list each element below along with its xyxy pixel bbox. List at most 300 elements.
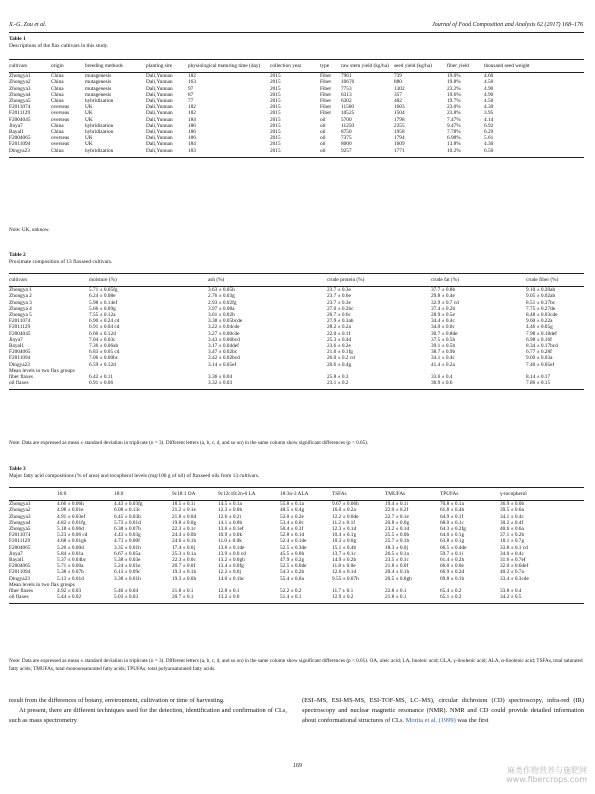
table1-cell: 6.92 bbox=[484, 122, 494, 129]
table2-cell: 7.40 ± 0.05ef bbox=[526, 361, 555, 368]
table3-group-cell: 65.1 ± 0.2 bbox=[440, 594, 462, 601]
table2-cell: 30.7 ± 0.8de bbox=[431, 330, 458, 337]
table3-cell: 69.8 ± 0.1b bbox=[440, 575, 465, 582]
table1-header-cell: physiological maturing time (day) bbox=[188, 60, 270, 73]
table1 bbox=[9, 59, 584, 158]
table1-cell: Dali,Yunnan bbox=[146, 79, 173, 86]
table3-cell: 18.5 ± 0.1i bbox=[172, 501, 195, 508]
table3-cell: 11.0 ± 0.0k bbox=[218, 538, 242, 545]
table3-cell: 23.5 ± 0.1c bbox=[385, 557, 409, 564]
table3-cell: F2011074 bbox=[9, 532, 31, 539]
table1-cell: 2015 bbox=[270, 104, 281, 111]
table2-cell: Zhongya 2 bbox=[9, 293, 32, 300]
table3-header-cell: 18:0 bbox=[114, 488, 172, 501]
table1-cell: 11500 bbox=[341, 104, 355, 111]
table1-cell: 4.30 bbox=[484, 141, 494, 148]
table3-cell: 4.91 ± 0.03ef bbox=[57, 513, 86, 520]
table1-cell: 1794 bbox=[394, 135, 405, 142]
table1-cell: 8750 bbox=[341, 129, 352, 136]
table2-group-cell: 36.9 ± 0.6 bbox=[431, 380, 453, 387]
table2-cell: 7.55 ± 0.12a bbox=[89, 312, 116, 319]
table3-cell: 45.5 ± 0.0h bbox=[280, 550, 305, 557]
table3-cell: 6.67 ± 0.05a bbox=[114, 550, 141, 557]
table1-cell: 6313 bbox=[341, 91, 352, 98]
table2-note: Note: Data are expressed as mean ± standard deviation in triplicate (n = 3). Different letters (a, b, c, d, and so on) in the same column show significant differences (p < 0.05). bbox=[9, 440, 369, 446]
table2-cell: 3.14 ± 0.05ef bbox=[208, 361, 237, 368]
table1-cell: 7753 bbox=[341, 85, 352, 92]
table1-cell: China bbox=[51, 73, 64, 80]
table3-cell: 4.73 ± 0.00f bbox=[114, 538, 140, 545]
table3-cell: 36.9 ± 0.0b bbox=[500, 501, 525, 508]
table1-cell: 186 bbox=[188, 135, 196, 142]
table3-cell: 53.4 ± 0.0c bbox=[280, 519, 304, 526]
table1-caption bbox=[9, 36, 108, 50]
table2-cell: 7.75 ± 0.27de bbox=[526, 305, 556, 312]
table3-cell: 14.1 ± 0.0b bbox=[218, 519, 243, 526]
table2-cell: 3.61 ± 0.02b bbox=[208, 312, 235, 319]
table1-cell: 2015 bbox=[270, 129, 281, 136]
table1-cell: overseas bbox=[51, 104, 70, 111]
table2-cell: 5.98 ± 0.14ef bbox=[89, 299, 118, 306]
table2-cell: 7.06 ± 0.00bc bbox=[89, 355, 119, 362]
table1-cell: 880 bbox=[394, 79, 402, 86]
table2-cell: 20.6 ± 0.4g bbox=[327, 361, 352, 368]
table3-group-cell: 12.8 ± 0.1 bbox=[218, 588, 240, 595]
table2-cell: 41.4 ± 0.2a bbox=[431, 361, 455, 368]
table1-cell: 2015 bbox=[270, 141, 281, 148]
table3-cell: 6.38 ± 0.07b bbox=[114, 526, 141, 533]
table1-cell: Dali,Yunnan bbox=[146, 91, 173, 98]
table3-cell: 13.6 ± 0.1ef bbox=[218, 526, 244, 533]
table1-header-cell: raw stem yield (kg/ha) bbox=[341, 60, 394, 73]
table3-cell: 6.45 ± 0.03b bbox=[114, 513, 141, 520]
table3-cell: 24.4 ± 0.0b bbox=[172, 532, 197, 539]
table2-cell: 23.7 ± 0.3e bbox=[327, 299, 351, 306]
table1-cell: Fiber bbox=[320, 91, 332, 98]
table3-cell: 12.3 ± 0.0h bbox=[218, 507, 243, 514]
table3-group-cell: 34.2 ± 0.5 bbox=[500, 594, 522, 601]
table3-group-cell: 5.44 ± 0.02 bbox=[57, 594, 82, 601]
table3-cell: 26.5 ± 0.1a bbox=[385, 550, 409, 557]
table3-header-cell: 9c12c18:2n-6 LA bbox=[218, 488, 280, 501]
table1-cell: 97 bbox=[188, 85, 194, 92]
citation-link[interactable]: Morita et al. (1999) bbox=[405, 717, 456, 724]
table3-row bbox=[9, 501, 584, 508]
table3-group-cell: 51.4 ± 0.1 bbox=[280, 594, 302, 601]
table3-group-cell: 21.8 ± 0.1 bbox=[385, 594, 407, 601]
table1-cell: 19.0% bbox=[447, 73, 461, 80]
running-header-authors: X.-G. Zou et al. bbox=[9, 22, 47, 28]
table3-cell: 40.2 ± 0.7a bbox=[500, 569, 524, 576]
table3-cell: 5.71 ± 0.00a bbox=[57, 563, 84, 570]
table3-cell: 4.82 ± 0.01fg bbox=[57, 519, 86, 526]
table2-cell: 3.17 ± 0.04def bbox=[208, 343, 239, 350]
table3-cell: 22.0 ± 0.2f bbox=[385, 507, 409, 514]
table3-group-cell: 20.7 ± 0.1 bbox=[172, 594, 194, 601]
table1-title: Table 1 bbox=[9, 36, 26, 42]
table2-group-cell: fiber flaxes bbox=[9, 374, 33, 381]
table3-cell: Bayal1 bbox=[9, 557, 25, 564]
table3-cell: 50.4 ± 0.3f bbox=[280, 526, 304, 533]
table1-cell: 19.8% bbox=[447, 79, 461, 86]
table3-header-cell: 18:3n-3 ALA bbox=[280, 488, 332, 501]
table1-cell: F2011094 bbox=[9, 141, 31, 148]
table2-cell: Zhongya 1 bbox=[9, 287, 32, 294]
table3-group-cell: 22.8 ± 0.1 bbox=[385, 588, 407, 595]
table2-cell: 6.24 ± 0.08e bbox=[89, 293, 116, 300]
table3-cell: 4.43 ± 0.03fg bbox=[114, 501, 143, 508]
table1-cell: China bbox=[51, 147, 64, 154]
table1-cell: 1302 bbox=[394, 85, 405, 92]
table1-cell: overseas bbox=[51, 135, 70, 142]
table3-cell: Zhongya2 bbox=[9, 507, 31, 514]
table3-cell: Zhongya5 bbox=[9, 526, 31, 533]
table1-cell: 2015 bbox=[270, 73, 281, 80]
table3-cell: 15.1 ± 0.4b bbox=[332, 544, 357, 551]
table1-cell: 2015 bbox=[270, 110, 281, 117]
table1-cell: 1603 bbox=[394, 104, 405, 111]
table2-caption bbox=[9, 252, 112, 266]
table2-cell: 39.1 ± 0.5b bbox=[431, 343, 456, 350]
table3-cell: 5.23 ± 0.06 cd bbox=[57, 532, 88, 539]
table1-cell: Dali,Yunnan bbox=[146, 147, 173, 154]
table1-row bbox=[9, 73, 584, 80]
body-column-right bbox=[302, 696, 584, 726]
table3-group-cell: 13.2 ± 0.0 bbox=[218, 594, 240, 601]
table3-group-cell: oil flaxes bbox=[9, 594, 29, 601]
table3-group-cell: 4.92 ± 0.03 bbox=[57, 588, 82, 595]
table3-cell: 22.3 ± 0.0c bbox=[172, 557, 196, 564]
table3-cell: 17.4 ± 0.0j bbox=[172, 544, 195, 551]
table1-cell: hybridization bbox=[85, 122, 114, 129]
table3-cell: 12.2 ± 0.0j bbox=[218, 569, 241, 576]
table1-cell: 7.47% bbox=[447, 116, 461, 123]
table3-cell: 64.9 ± 0.1f bbox=[440, 513, 464, 520]
table1-cell: mutagenesis bbox=[85, 73, 112, 80]
watermark-line-1: 麻类作物营养与施肥网 bbox=[507, 766, 587, 775]
table3-cell: Jinya7 bbox=[9, 550, 23, 557]
table3-cell: 3.38 ± 0.01h bbox=[114, 575, 141, 582]
table1-cell: UK bbox=[85, 116, 93, 123]
table1-cell: 2015 bbox=[270, 147, 281, 154]
table2-cell: 26.0 ± 0.2 cd bbox=[327, 355, 355, 362]
table2-cell: 23.7 ± 0.3e bbox=[327, 287, 351, 294]
table3-cell: 5.24 ± 0.01e bbox=[114, 563, 141, 570]
table3-cell: 47.9 ± 0.2g bbox=[280, 557, 305, 564]
table3-header-cell: γ-tocopherol bbox=[500, 488, 584, 501]
table2-group-cell: 7.86 ± 0.15 bbox=[526, 380, 551, 387]
table2-group-heading: Mean levels in two flax groups bbox=[9, 367, 75, 374]
table3-cell: 55.8 ± 0.1a bbox=[280, 501, 304, 508]
table1-cell: 182 bbox=[188, 110, 196, 117]
table1-cell: Dali,Yunnan bbox=[146, 110, 173, 117]
table3-cell: Zhongya3 bbox=[9, 513, 31, 520]
table3-cell: 18.3 ± 0.0j bbox=[385, 544, 408, 551]
table3-group-cell: 5.46 ± 0.04 bbox=[114, 588, 139, 595]
table2-row bbox=[9, 287, 584, 294]
body-paragraph-1: result from the differences of botany, environment, cultivation or time of harvesting. bbox=[9, 697, 225, 704]
table2-cell: 29.8 ± 0.4e bbox=[431, 293, 455, 300]
table1-cell: 13.8% bbox=[447, 141, 461, 148]
table3-cell: 12.6 ± 0.1d bbox=[332, 569, 357, 576]
table3-cell: 34.1 ± 0.4c bbox=[500, 513, 524, 520]
table1-cell: mutagenesis bbox=[85, 91, 112, 98]
table3-cell: 10.9 ± 0.0k bbox=[218, 532, 243, 539]
table2-cell: 6.90 ± 0.24 cd bbox=[89, 318, 120, 325]
table2-cell: Zhongya 4 bbox=[9, 305, 32, 312]
table3-note: Note: Data are expressed as mean ± standard deviation in triplicate (n = 3). Different letters (a, b, c, d, and so on) in the same column show significant differences (p < 0.05). OA, oleic acid; LA, linoleic acid; GLA, γ-linolenic acid; ALA, α-linolenic acid; TSFAs, total saturated fatty acids; TMUFAs, total monounsaturated fatty acids; TPUFAs, total polyunsaturated fatty acids. bbox=[9, 658, 583, 672]
table2-cell: F2004045 bbox=[9, 330, 31, 337]
table1-cell: 19.6% bbox=[447, 91, 461, 98]
table1-cell: F2004065 bbox=[9, 135, 31, 142]
table3-cell: 4.43 ± 0.03g bbox=[114, 532, 141, 539]
table1-header-cell: thousand seed weight bbox=[484, 60, 584, 73]
table2-cell: 28.9 ± 0.5e bbox=[431, 312, 455, 319]
table1-cell: 182 bbox=[188, 104, 196, 111]
table1-cell: 8000 bbox=[341, 141, 352, 148]
table3-cell: 12.2 ± 0.0de bbox=[332, 513, 359, 520]
table2-cell: Zhongya 5 bbox=[9, 312, 32, 319]
table1-cell: Dali,Yunnan bbox=[146, 135, 173, 142]
table1-row bbox=[9, 148, 584, 158]
table1-cell: 7375 bbox=[341, 135, 352, 142]
table3-cell: F2011129 bbox=[9, 538, 31, 545]
table1-cell: oil bbox=[320, 147, 326, 154]
table1-cell: 23.2% bbox=[447, 85, 461, 92]
table2-cell: 7.04 ± 0.03c bbox=[89, 336, 116, 343]
table1-cell: 23.8% bbox=[447, 110, 461, 117]
table1-cell: Fiber bbox=[320, 104, 332, 111]
table1-cell: Jinya7 bbox=[9, 122, 23, 129]
table3-group-row bbox=[9, 594, 584, 604]
page-number: 169 bbox=[293, 763, 302, 769]
table3-cell: 19.8 ± 0.0g bbox=[172, 519, 197, 526]
table2-cell: 37.5 ± 0.5b bbox=[431, 336, 456, 343]
running-header-journal: Journal of Food Composition and Analysis 62 (2017) 168–176 bbox=[432, 22, 583, 28]
table3-cell: 10.4 ± 0.1g bbox=[332, 532, 357, 539]
table1-note: Note: UK, unknow. bbox=[9, 227, 50, 233]
body-paragraph-3-end: was the first bbox=[457, 717, 489, 724]
table2-cell: 6.77 ± 0.28f bbox=[526, 349, 552, 356]
table1-cell: oil bbox=[320, 141, 326, 148]
table3-cell: 20.8 ± 0.0g bbox=[385, 519, 410, 526]
table3-caption bbox=[9, 466, 259, 480]
table1-header-cell: breeding methods bbox=[85, 60, 146, 73]
table3-cell: 61.4 ± 0.2h bbox=[440, 557, 465, 564]
table2-group-cell: 23.1 ± 0.2 bbox=[327, 380, 349, 387]
table3-cell: 61.8 ± 0.4h bbox=[440, 507, 465, 514]
table3-cell: 3.35 ± 0.01h bbox=[114, 544, 141, 551]
table3-cell: 6.08 ± 0.13c bbox=[114, 507, 141, 514]
table3-cell: F2004065 bbox=[9, 563, 31, 570]
table3-cell: 52.5 ± 0.3de bbox=[280, 544, 307, 551]
table2-group-cell: 3.32 ± 0.03 bbox=[208, 380, 233, 387]
table3-cell: 5.84 ± 0.01a bbox=[57, 550, 84, 557]
table1-cell: 357 bbox=[394, 91, 402, 98]
table2-cell: F2004065 bbox=[9, 349, 31, 356]
table1-cell: Bayal1 bbox=[9, 129, 25, 136]
table1-cell: UK bbox=[85, 110, 93, 117]
table2-cell: 25.3 ± 0.4d bbox=[327, 336, 352, 343]
table3-cell: 39.5 ± 0.6a bbox=[500, 507, 524, 514]
table1-cell: UK bbox=[85, 104, 93, 111]
table2-cell: 38.7 ± 0.9b bbox=[431, 349, 456, 356]
table1-cell: Dali,Yunnan bbox=[146, 85, 173, 92]
table3-cell: 70.8 ± 0.1a bbox=[440, 501, 464, 508]
table3-cell: 52.5 ± 0.0de bbox=[280, 563, 307, 570]
table2-header-cell: crude fat (%) bbox=[431, 274, 526, 287]
table1-cell: Fiber bbox=[320, 73, 332, 80]
table3-cell: 59.7 ± 0.1i bbox=[440, 550, 463, 557]
table3-cell: 52.8 ± 0.1d bbox=[280, 532, 305, 539]
table3-cell: 25.3 ± 0.1a bbox=[172, 550, 196, 557]
table2-cell: Zhongya 3 bbox=[9, 299, 32, 306]
table3-cell: 5.37 ± 0.04bc bbox=[57, 557, 87, 564]
table1-cell: 2015 bbox=[270, 135, 281, 142]
table3-cell: 11.8 ± 0.0e bbox=[332, 563, 356, 570]
table3-cell: 4.66 ± 0.06h bbox=[57, 501, 84, 508]
table1-cell: Zhongya3 bbox=[9, 85, 31, 92]
table2-header-cell: crude fiber (%) bbox=[526, 274, 584, 287]
table3-header-cell: 9c18:1 OA bbox=[172, 488, 218, 501]
table2 bbox=[9, 273, 584, 390]
table3-cell: 13.9 ± 0.0 cd bbox=[218, 550, 246, 557]
table3-cell: 25.5 ± 0.0b bbox=[385, 532, 410, 539]
table1-cell: 2015 bbox=[270, 116, 281, 123]
table3-group-cell: 5.03 ± 0.03 bbox=[114, 594, 139, 601]
table3-cell: 21.8 ± 0.0d bbox=[172, 513, 197, 520]
table3-cell: 20.5 ± 0.0gh bbox=[385, 575, 412, 582]
table1-cell: 11250 bbox=[341, 122, 355, 129]
table1-cell: Fiber bbox=[320, 79, 332, 86]
table1-cell: 6.29 bbox=[484, 129, 494, 136]
table2-cell: 34.4 ± 0.4c bbox=[431, 318, 455, 325]
table2-header-cell: crude protein (%) bbox=[327, 274, 431, 287]
table3-cell: Zhongya4 bbox=[9, 519, 31, 526]
table3-cell: 66.9 ± 0.2d bbox=[440, 569, 465, 576]
table1-cell: 9.47% bbox=[447, 122, 461, 129]
table1-cell: 10.2% bbox=[447, 147, 461, 154]
table1-cell: China bbox=[51, 98, 64, 105]
table3-cell: 31.6 ± 0.7ef bbox=[500, 557, 526, 564]
table1-cell: 2015 bbox=[270, 85, 281, 92]
table1-cell: UK bbox=[85, 135, 93, 142]
table2-cell: 8.34 ± 0.17bcd bbox=[526, 343, 558, 350]
table1-cell: Dali,Yunnan bbox=[146, 122, 173, 129]
table1-cell: UK bbox=[85, 141, 93, 148]
table3-header-cell: 16:0 bbox=[57, 488, 114, 501]
table1-cell: 2015 bbox=[270, 79, 281, 86]
table2-cell: 9.69 ± 0.03a bbox=[526, 355, 553, 362]
table3-group-cell: 33.8 ± 0.4 bbox=[500, 588, 522, 595]
table1-cell: 184 bbox=[188, 141, 196, 148]
header-rule bbox=[9, 32, 584, 33]
table1-cell: oil bbox=[320, 116, 326, 123]
table3-cell: 14.9 ± 0.2b bbox=[332, 557, 357, 564]
table2-cell: F2011094 bbox=[9, 355, 31, 362]
table2-cell: 5.71 ± 0.05fg bbox=[89, 287, 118, 294]
table3-cell: 18.1 ± 0.7g bbox=[500, 538, 525, 545]
table2-header-cell: cultivars bbox=[9, 274, 89, 287]
table1-cell: 10670 bbox=[341, 79, 355, 86]
table1-cell: 6.50 bbox=[484, 147, 494, 154]
table1-header-cell: planting site bbox=[146, 60, 188, 73]
table1-cell: 3.95 bbox=[484, 110, 494, 117]
table2-cell: 3.63 ± 0.05b bbox=[208, 287, 235, 294]
table1-cell: 4.50 bbox=[484, 98, 494, 105]
table2-cell: 3.38 ± 0.05bcde bbox=[208, 318, 243, 325]
table2-group-cell: 6.42 ± 0.11 bbox=[89, 374, 113, 381]
table3-cell: 34.0 ± 0.4c bbox=[500, 550, 524, 557]
table3-cell: 4.98 ± 0.01e bbox=[57, 507, 84, 514]
table1-cell: China bbox=[51, 122, 64, 129]
table2-cell: 6.60 ± 0.12d bbox=[89, 330, 116, 337]
table2-cell: 6.59 ± 0.12d bbox=[89, 361, 116, 368]
table1-cell: hybridization bbox=[85, 98, 114, 105]
table1-cell: mutagenesis bbox=[85, 85, 112, 92]
table2-cell: 23.7 ± 0.6e bbox=[327, 293, 351, 300]
table3-group-heading: Mean levels in two flax groups bbox=[9, 581, 75, 588]
table1-cell: 87 bbox=[188, 91, 194, 98]
table1-cell: oil bbox=[320, 135, 326, 142]
table2-cell: F2011074 bbox=[9, 318, 31, 325]
watermark bbox=[506, 766, 587, 784]
table3 bbox=[9, 487, 584, 604]
table1-cell: 186 bbox=[188, 129, 196, 136]
table1-cell: overseas bbox=[51, 141, 70, 148]
table1-cell: Fiber bbox=[320, 98, 332, 105]
table2-cell: 5.66 ± 0.09g bbox=[89, 305, 116, 312]
table1-cell: hybridization bbox=[85, 129, 114, 136]
table3-cell: 21.8 ± 0.0f bbox=[385, 563, 409, 570]
table3-header-cell: TSFAs bbox=[332, 488, 385, 501]
table1-cell: hybridization bbox=[85, 147, 114, 154]
table1-cell: 4.30 bbox=[484, 104, 494, 111]
table1-cell: 182 bbox=[188, 73, 196, 80]
table3-cell: 23.2 ± 0.1d bbox=[385, 526, 410, 533]
table1-cell: 6.98% bbox=[447, 135, 461, 142]
table2-cell: 6.83 ± 0.05 cd bbox=[89, 349, 120, 356]
table1-cell: overseas bbox=[51, 116, 70, 123]
table1-cell: China bbox=[51, 79, 64, 86]
table3-cell: 64.3 ± 0.2fg bbox=[440, 526, 466, 533]
table3-cell: 20.7 ± 0.0f bbox=[172, 563, 196, 570]
table3-header-cell bbox=[9, 488, 57, 501]
table2-cell: 21.0 ± 0.1fg bbox=[327, 349, 353, 356]
table3-cell: 5.73 ± 0.01d bbox=[114, 519, 141, 526]
table3-cell: 68.0 ± 0.1c bbox=[440, 519, 464, 526]
table3-cell: 64.0 ± 0.1g bbox=[440, 532, 465, 539]
table2-cell: 3.27 ± 0.00cde bbox=[208, 330, 240, 337]
table1-cell: 4.90 bbox=[484, 85, 494, 92]
table3-cell: 13.7 ± 0.1c bbox=[332, 550, 356, 557]
table1-cell: 1771 bbox=[394, 147, 405, 154]
table2-cell: 37.7 ± 0.8b bbox=[431, 287, 456, 294]
table3-cell: 25.7 ± 0.1b bbox=[385, 538, 410, 545]
table3-cell: 63.8 ± 0.1g bbox=[440, 538, 465, 545]
table3-cell: 13.4 ± 0.0fg bbox=[218, 563, 244, 570]
table1-header-cell: type bbox=[320, 60, 341, 73]
table1-cell: Zhongya5 bbox=[9, 98, 31, 105]
table2-cell: 2.76 ± 0.03g bbox=[208, 293, 235, 300]
table3-cell: Zhongya1 bbox=[9, 501, 31, 508]
table2-title: Table 2 bbox=[9, 252, 26, 258]
table2-cell: 9.10 ± 0.20ab bbox=[526, 287, 556, 294]
table3-cell: 52.4 ± 0.1de bbox=[280, 538, 307, 545]
table3-cell: 66.0 ± 0.0e bbox=[440, 563, 464, 570]
table3-cell: 5.18 ± 0.06d bbox=[57, 526, 84, 533]
table1-cell: Zhongya2 bbox=[9, 79, 31, 86]
